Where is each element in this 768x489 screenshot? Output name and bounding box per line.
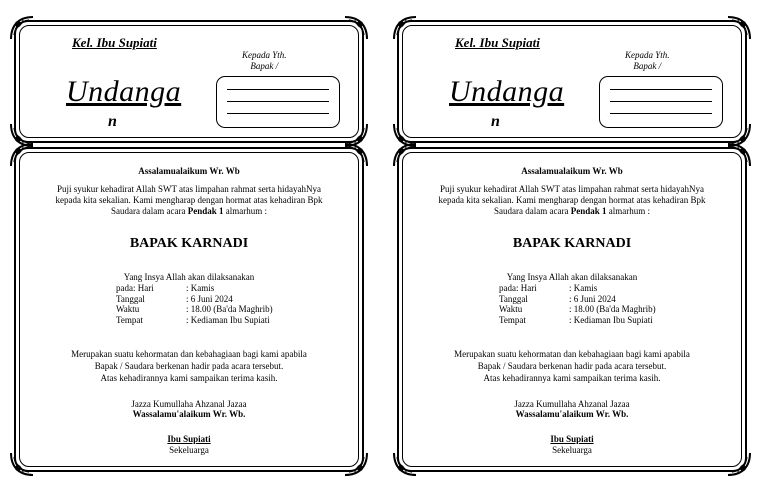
schedule-row bbox=[116, 283, 273, 294]
recipient-line1: Kepada Yth. bbox=[625, 50, 670, 60]
held-line: Yang Insya Allah akan dilaksanakan bbox=[506, 272, 638, 282]
schedule-label: pada: Hari bbox=[116, 283, 154, 293]
schedule-label: Tanggal bbox=[499, 293, 528, 304]
thanks-line: Jazza Kumullaha Ahzanal Jazaa bbox=[131, 399, 247, 409]
closing-line: Merupakan suatu kehormatan dan kebahagiaan bagi kami apabila bbox=[454, 349, 690, 359]
invitation-body-frame bbox=[397, 147, 747, 472]
schedule-row bbox=[116, 315, 273, 326]
held-line: Yang Insya Allah akan dilaksanakan bbox=[123, 272, 255, 282]
intro-text: almarhum : bbox=[606, 206, 650, 216]
recipient-label bbox=[242, 50, 287, 72]
intro-paragraph bbox=[26, 184, 352, 217]
deceased-name: BAPAK KARNADI bbox=[129, 236, 249, 251]
recipient-label bbox=[625, 50, 670, 72]
farewell-line: Wassalamu'alaikum Wr. Wb. bbox=[132, 409, 246, 419]
address-line bbox=[227, 101, 329, 102]
thanks-line: Jazza Kumullaha Ahzanal Jazaa bbox=[514, 399, 630, 409]
ornament-corner-icon bbox=[726, 142, 752, 168]
greeting: Assalamualaikum Wr. Wb bbox=[138, 166, 240, 176]
intro-line bbox=[26, 206, 352, 217]
intro-text: Saudara dalam acara bbox=[494, 206, 571, 216]
signature-name: Ibu Supiati bbox=[550, 434, 594, 444]
event-name: Pendak 1 bbox=[187, 206, 224, 216]
schedule-label: Waktu bbox=[116, 304, 140, 314]
closing-paragraph bbox=[409, 348, 735, 384]
family-label: Kel. Ibu Supiati bbox=[455, 35, 540, 50]
closing-line: Merupakan suatu kehormatan dan kebahagiaan bagi kami apabila bbox=[71, 349, 307, 359]
signature-sub: Sekeluarga bbox=[552, 445, 592, 455]
address-line bbox=[227, 89, 329, 90]
address-line bbox=[610, 113, 712, 114]
schedule-label: Tanggal bbox=[116, 293, 145, 304]
invitation-header-frame bbox=[14, 20, 364, 143]
ornament-corner-icon bbox=[343, 15, 369, 41]
schedule-row bbox=[499, 294, 656, 305]
schedule-value: : Kediaman Ibu Supiati bbox=[569, 314, 653, 325]
closing-line: Bapak / Saudara berkenan hadir pada acara tersebut. bbox=[94, 361, 284, 371]
ornament-corner-icon bbox=[726, 15, 752, 41]
closing-line: Atas kehadirannya kami sampaikan terima kasih. bbox=[100, 373, 278, 383]
address-line bbox=[610, 89, 712, 90]
intro-line: kepada kita sekalian. Kami mengharap dengan hormat atas kehadiran Bpk bbox=[438, 195, 706, 205]
ornament-corner-icon bbox=[392, 15, 418, 41]
invitation-title-continued: n bbox=[108, 113, 117, 130]
recipient-line2: Bapak / bbox=[633, 61, 662, 71]
schedule-value: : Kamis bbox=[569, 283, 598, 293]
address-line bbox=[227, 113, 329, 114]
schedule-label: Tempat bbox=[116, 314, 143, 325]
greeting: Assalamualaikum Wr. Wb bbox=[521, 166, 623, 176]
schedule-label: Waktu bbox=[499, 304, 523, 314]
intro-text: almarhum : bbox=[223, 206, 267, 216]
recipient-line2: Bapak / bbox=[250, 61, 279, 71]
signature-sub: Sekeluarga bbox=[169, 445, 209, 455]
intro-line: Puji syukur kehadirat Allah SWT atas limpahan rahmat serta hidayahNya bbox=[439, 184, 704, 194]
invitation-title: Undanga bbox=[66, 75, 182, 108]
schedule-row bbox=[499, 283, 656, 294]
schedule-row bbox=[499, 304, 656, 315]
intro-text: Saudara dalam acara bbox=[111, 206, 188, 216]
schedule-value: : 6 Juni 2024 bbox=[569, 293, 616, 304]
family-label: Kel. Ibu Supiati bbox=[72, 35, 157, 50]
invitation-title: Undanga bbox=[449, 75, 565, 108]
ornament-corner-icon bbox=[9, 15, 35, 41]
invitation-title-continued: n bbox=[491, 113, 500, 130]
recipient-line1: Kepada Yth. bbox=[242, 50, 287, 60]
ornament-corner-icon bbox=[392, 142, 418, 168]
intro-line: Puji syukur kehadirat Allah SWT atas limpahan rahmat serta hidayahNya bbox=[56, 184, 321, 194]
schedule-value: : Kamis bbox=[186, 283, 215, 293]
schedule-label: pada: Hari bbox=[499, 283, 537, 293]
farewell-line: Wassalamu'alaikum Wr. Wb. bbox=[515, 409, 629, 419]
schedule-row bbox=[499, 315, 656, 326]
schedule-table bbox=[499, 283, 656, 325]
address-box bbox=[599, 76, 723, 128]
ornament-corner-icon bbox=[343, 142, 369, 168]
schedule-row bbox=[116, 294, 273, 305]
intro-line bbox=[409, 206, 735, 217]
ornament-corner-icon bbox=[9, 142, 35, 168]
closing-paragraph bbox=[26, 348, 352, 384]
schedule-label: Tempat bbox=[499, 314, 526, 325]
deceased-name: BAPAK KARNADI bbox=[512, 236, 632, 251]
schedule-value: : 6 Juni 2024 bbox=[186, 293, 233, 304]
intro-line: kepada kita sekalian. Kami mengharap dengan hormat atas kehadiran Bpk bbox=[55, 195, 323, 205]
intro-paragraph bbox=[409, 184, 735, 217]
invitation-header-frame bbox=[397, 20, 747, 143]
signature-name: Ibu Supiati bbox=[167, 434, 211, 444]
invitation-body-frame bbox=[14, 147, 364, 472]
address-line bbox=[610, 101, 712, 102]
event-name: Pendak 1 bbox=[570, 206, 607, 216]
schedule-value: : 18.00 (Ba'da Maghrib) bbox=[186, 304, 273, 314]
closing-line: Bapak / Saudara berkenan hadir pada acara tersebut. bbox=[477, 361, 667, 371]
schedule-table bbox=[116, 283, 273, 325]
schedule-value: : 18.00 (Ba'da Maghrib) bbox=[569, 304, 656, 314]
ornament-corner-icon bbox=[726, 451, 752, 477]
ornament-corner-icon bbox=[343, 451, 369, 477]
schedule-value: : Kediaman Ibu Supiati bbox=[186, 314, 270, 325]
schedule-row bbox=[116, 304, 273, 315]
address-box bbox=[216, 76, 340, 128]
closing-line: Atas kehadirannya kami sampaikan terima kasih. bbox=[483, 373, 661, 383]
